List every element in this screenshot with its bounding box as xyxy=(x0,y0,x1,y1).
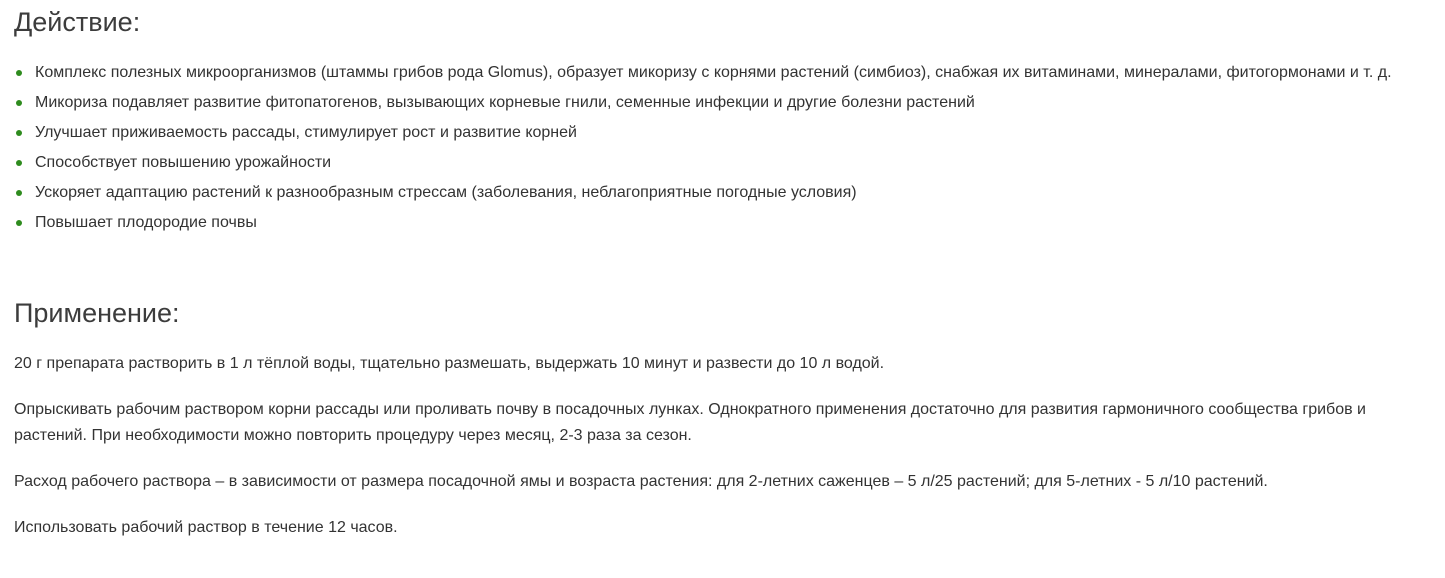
usage-paragraph: 20 г препарата растворить в 1 л тёплой воды, тщательно размешать, выдержать 10 минут и развести до 10 л водой. xyxy=(14,355,885,372)
usage-paragraph: Расход рабочего раствора – в зависимости от размера посадочной ямы и возраста растения: для 2-летних саженцев – 5 л/25 растений; для 5-летних - 5 л/10 растений. xyxy=(14,473,1268,490)
action-list xyxy=(14,60,1434,240)
usage-paragraph: Использовать рабочий раствор в течение 12 часов. xyxy=(14,519,398,536)
list-item-text: Комплекс полезных микроорганизмов (штаммы грибов рода Glomus), образует микоризу с корнями растений (симбиоз), снабжая их витаминами, минералами, фитогормонами и т. д. xyxy=(35,64,1392,81)
bullet-dot-icon xyxy=(16,130,22,136)
list-item xyxy=(14,90,1434,116)
bullet-dot-icon xyxy=(16,160,22,166)
list-item-text: Повышает плодородие почвы xyxy=(35,214,257,231)
list-item xyxy=(14,60,1434,86)
list-item-text: Способствует повышению урожайности xyxy=(35,154,332,171)
section-title-usage: Применение: xyxy=(14,298,180,328)
list-item xyxy=(14,150,1434,176)
bullet-dot-icon xyxy=(16,100,22,106)
list-item-text: Улучшает приживаемость рассады, стимулирует рост и развитие корней xyxy=(35,124,577,141)
list-item xyxy=(14,120,1434,146)
bullet-dot-icon xyxy=(16,190,22,196)
bullet-dot-icon xyxy=(16,70,22,76)
list-item xyxy=(14,210,1434,236)
list-item-text: Микориза подавляет развитие фитопатогенов, вызывающих корневые гнили, семенные инфекции и другие болезни растений xyxy=(35,94,975,111)
list-item xyxy=(14,180,1434,206)
list-item-text: Ускоряет адаптацию растений к разнообразным стрессам (заболевания, неблагоприятные погодные условия) xyxy=(35,184,857,201)
bullet-dot-icon xyxy=(16,220,22,226)
section-title-action: Действие: xyxy=(14,7,141,37)
usage-paragraph: Опрыскивать рабочим раствором корни рассады или проливать почву в посадочных лунках. Однократного применения достаточно для развития гармоничного сообщества грибов и растений. При необходимости можно повторить процедуру через месяц, 2-3 раза за сезон. xyxy=(14,401,1366,444)
